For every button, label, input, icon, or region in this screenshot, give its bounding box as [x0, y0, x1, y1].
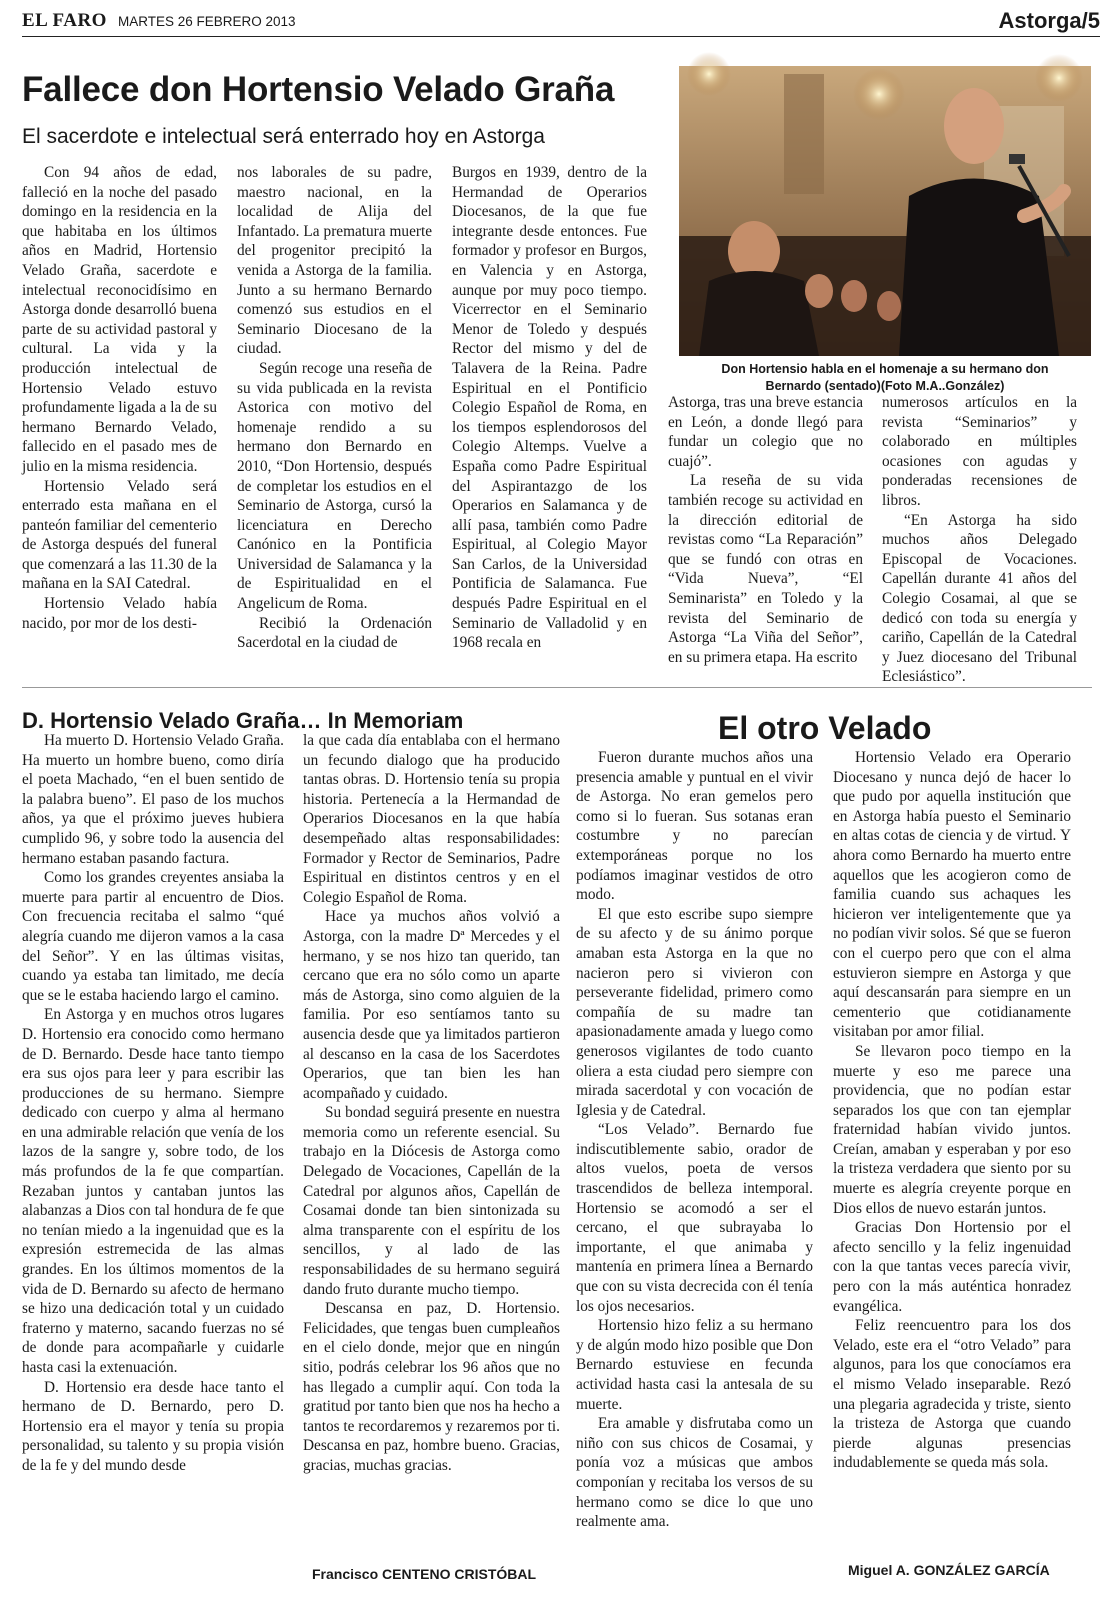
photo-caption — [679, 361, 1091, 395]
caption-line: Don Hortensio habla en el homenaje a su hermano don — [721, 362, 1049, 376]
paragraph: Astorga, tras una breve estancia en León, a donde llegó para fundar un colegio que no cuajó”. — [668, 394, 863, 470]
main-article-column-4 — [668, 393, 863, 673]
paragraph: Hortensio Velado será enterrado esta mañana en el panteón familiar del cementerio de Astorga después del funeral que comenzará a las 11.30 de la mañana en la SAI Catedral. — [22, 477, 217, 593]
paragraph: En Astorga y en muchos otros lugares D. Hortensio era conocido como hermano de D. Bernardo. Desde hace tanto tiempo era sus ojos para leer y para escribir las producciones de su hermano. Siempre dedicado con cuerpo y alma al hermano en una admirable relación que venía de los lazos de la sangre y, sobre todo, de los más profundos de la fe que compartían. Rezaban juntos y cantaban juntos las alabanzas a Dios con tal hondura de fe que no tenían miedo a la ingenuidad que es la expresión estremecida de las almas grandes. En los últimos momentos de la vida de D. Bernardo su afecto de hermano se hizo una dedicación total y un cuidado fraterno y materno, sacando fuerzas no sé de donde para acompañarle y cuidarle hasta casi la extenuación. — [22, 1006, 284, 1376]
main-article-column-5 — [882, 393, 1077, 686]
paragraph: “Los Velado”. Bernardo fue indiscutiblemente sabio, orador de altos vuelos, poeta de versos trascendidos de belleza intemporal. Hortensio se acomodó a ser el cercano, el que subrayaba lo importante, el que animaba y mantenía en primera línea a Bernardo que con su vista decrecida con él tenía los ojos necesarios. — [576, 1121, 813, 1315]
main-article-column-2 — [237, 163, 432, 673]
publication-name: EL FARO — [22, 10, 107, 31]
main-article-column-3 — [452, 163, 647, 673]
paragraph: nos laborales de su padre, maestro nacional, en la localidad de Alija del Infantado. La prematura muerte del progenitor precipitó la venida a Astorga de la familia. Junto a su hermano Bernardo comenzó sus estudios en el Seminario Diocesano de la ciudad. — [237, 164, 432, 358]
section-divider — [22, 687, 1092, 688]
main-headline: Fallece don Hortensio Velado Graña — [22, 70, 615, 109]
memoriam-column-1 — [22, 731, 284, 1593]
paragraph: Fueron durante muchos años una presencia amable y puntual en el vivir de Astorga. No eran gemelos pero como si lo fueran. Sus sotanas eran costumbre y no parecían extemporáneas porque no los podíamos imaginar vestidos de otro modo. — [576, 749, 813, 904]
paragraph: Su bondad seguirá presente en nuestra memoria como un referente esencial. Su trabajo en la Diócesis de Astorga como Delegado de Vocaciones, Capellán de la Catedral por algunos años, Capellán de Cosamai donde tan bien sintonizada su alma transparente con el espíritu de los sencillos, y al lado de las responsabilidades de su hermano seguirá dando fruto durante mucho tiempo. — [303, 1104, 560, 1298]
otro-velado-signature: Miguel A. GONZÁLEZ GARCÍA — [848, 1562, 1050, 1578]
paragraph: Hortensio Velado había nacido, por mor de los desti- — [22, 595, 217, 632]
paragraph: Se llevaron poco tiempo en la muerte y eso me parece una providencia, que no podían estar separados los que con tan ejemplar fraternidad habían vivido juntos. Creían, amaban y esperaban y por eso la tristeza verdadera que siento por su muerte es alegría creyente porque en Dios ellos de nuevo estarán juntos. — [833, 1042, 1071, 1217]
paragraph: Recibió la Ordenación Sacerdotal en la ciudad de — [237, 614, 432, 652]
masthead — [22, 8, 1100, 37]
paragraph: Ha muerto D. Hortensio Velado Graña. Ha muerto un hombre bueno, como diría el poeta Machado, “en el buen sentido de la palabra bueno”. El paso de los muchos años, ya que el próximo jueves hubiera cumplido 96, y sobre todo la ausencia del hermano estaban pasando factura. — [22, 732, 284, 867]
issue-date: MARTES 26 FEBRERO 2013 — [118, 14, 296, 29]
memoriam-signature: Francisco CENTENO CRISTÓBAL — [312, 1566, 537, 1582]
paragraph: Hortensio hizo feliz a su hermano y de algún modo hizo posible que Don Bernardo estuviese en fecunda actividad hasta casi la antesala de su muerte. — [576, 1317, 813, 1413]
paragraph: “En Astorga ha sido muchos años Delegado Episcopal de Vocaciones. Capellán durante 41 años del Colegio Cosamai, al que se dedicó con toda su energía y cariño, Capellán de la Catedral y Juez diocesano del Tribunal Eclesiástico”. — [882, 511, 1077, 686]
paragraph: numerosos artículos en la revista “Seminarios” y colaborado en múltiples ocasiones con agudas y ponderadas recensiones de libros. — [882, 394, 1077, 509]
paragraph: Como los grandes creyentes ansiaba la muerte para partir al encuentro de Dios. Con frecuencia recitaba el salmo “qué alegría cuando me dijeron vamos a la casa del Señor”. Y en las últimas visitas, cuando ya estaba tan limitado, me decía que se le estaba haciendo largo el camino. — [22, 869, 284, 1004]
memoriam-headline: D. Hortensio Velado Graña… In Memoriam — [22, 708, 464, 733]
paragraph: Según recoge una reseña de su vida publicada en la revista Astorica con motivo del homenaje rendido a su hermano don Bernardo en 2010, “Don Hortensio, después de completar los estudios en el Seminario de Astorga, cursó la licenciatura en Derecho Canónico en la Pontificia Universidad de Salamanca y la de Espiritualidad en el Angelicum de Roma. — [237, 359, 432, 613]
section-page: Astorga/5 — [998, 8, 1100, 33]
paragraph: la que cada día entablaba con el hermano un fecundo dialogo que ha producido tantas obras. D. Hortensio tenía su propia historia. Pertenecía a la Hermandad de Operarios Diocesanos en la que había desempeñado altas responsabilidades: Formador y Rector de Seminarios, Padre Espiritual en distintos centros y en el Colegio Español de Roma. — [303, 732, 560, 906]
homage-photo — [679, 66, 1091, 356]
paragraph: Hace ya muchos años volvió a Astorga, con la madre Dª Mercedes y el hermano, y se nos hizo tan querido, tan cercano que era no sólo como un aparte más de Astorga, sino como alguien de la familia. Por eso sentíamos tanto su ausencia desde que ya limitados partieron al descanso en la casa de los Sacerdotes Operarios, que tan bien les han acompañado y cuidado. — [303, 908, 560, 1102]
main-subheadline: El sacerdote e intelectual será enterrado hoy en Astorga — [22, 125, 545, 148]
caption-line: Bernardo (sentado)(Foto M.A..González) — [765, 379, 1005, 393]
memoriam-column-2 — [303, 731, 560, 1526]
paragraph: Burgos en 1939, dentro de la Hermandad de Operarios Diocesanos, de la que fue integrante desde entonces. Fue formador y profesor en Burgos, en Valencia y en Astorga, aunque por muy poco tiempo. Vicerrector en el Seminario Menor de Toledo y después Rector del mismo y del de Talavera de la Reina. Padre Espiritual en el Pontificio Colegio Español de Roma, en los tiempos esplendorosos del Colegio Altemps. Vuelve a España como Padre Espiritual del Aspirantazgo de los Operarios en Salamanca y de allí pasa, también como Padre Espiritual, al Colegio Mayor San Carlos, de la Universidad Pontificia de Salamanca. Fue después Padre Espiritual en el Seminario de Valladolid y en 1968 recala en — [452, 164, 647, 652]
photo-illustration — [679, 66, 1091, 356]
paragraph: Gracias Don Hortensio por el afecto sencillo y la feliz ingenuidad con la que tantas veces parecía vivir, pero con la más auténtica honradez evangélica. — [833, 1219, 1071, 1315]
paragraph: La reseña de su vida también recoge su actividad en la dirección editorial de revistas como “La Reparación” que se fundó con otras en “Vida Nueva”, “El Seminarista” en Toledo y la revista del Seminario de Astorga “La Viña del Señor”, en su primera etapa. Ha escrito — [668, 472, 863, 666]
paragraph: Descansa en paz, D. Hortensio. Felicidades, que tengas buen cumpleaños en el cielo donde, mejor que en ningún sitio, podrás celebrar los 96 años que no has llegado a cumplir aquí. Con toda la gratitud por tanto bien que nos ha hecho a tantos te recordaremos y rezaremos por ti. Descansa en paz, hombre bueno. Gracias, gracias, muchas gracias. — [303, 1300, 560, 1474]
paragraph: El que esto escribe supo siempre de su afecto y de su ánimo porque amaban esta Astorga en la que no nacieron pero si vivieron con perseverante fidelidad, primero como compañía de su madre tan apasionadamente amada y luego como generosos vigilantes de todo cuanto oliera a esta ciudad pero siempre con mirada sacerdotal y con vocación de Iglesia y de Catedral. — [576, 905, 813, 1119]
otro-velado-column-2 — [833, 748, 1071, 1535]
paragraph: Feliz reencuentro para los dos Velado, este era el “otro Velado” para algunos, para los que conocíamos era el mismo Velado inseparable. Rezó una plegaria agradecida y triste, siento la tristeza de Astorga que cuando pierde algunas presencias indudablemente se queda más sola. — [833, 1317, 1071, 1472]
paragraph: D. Hortensio era desde hace tanto el hermano de D. Bernardo, pero D. Hortensio era el mayor y tenía su propia personalidad, su talento y su propia visión de la fe y del mundo desde — [22, 1378, 284, 1474]
paragraph: Hortensio Velado era Operario Diocesano y nunca dejó de hacer lo que pudo por aquella institución que en Astorga había puesto el Seminario en altas cotas de ciencia y de virtud. Y ahora como Bernardo ha muerto entre aquellos que les acogieron como de familia cuando sus achaques les hicieron ver inteligentemente que ya no podían vivir solos. Sé que se fueron con el cuerpo pero que con el alma estuvieron siempre en Astorga y que aquí descansarán para siempre en un cementerio que cotidianamente visitaban por amor filial. — [833, 749, 1071, 1041]
paragraph: Era amable y disfrutaba como un niño con sus chicos de Cosamai, y ponía voz a músicas que ambos componían y recitaba los versos de su hermano como se dice lo que uno realmente ama. — [576, 1415, 813, 1531]
paragraph: Con 94 años de edad, falleció en la noche del pasado domingo en la residencia en la que habitaba en los últimos años en Madrid, Hortensio Velado Graña, sacerdote e intelectual reconocidísimo en Astorga donde desarrolló buena parte de su actividad pastoral y cultural. La vida y la producción intelectual de Hortensio Velado estuvo profundamente ligada a la de su hermano Bernardo Velado, fallecido en el pasado mes de julio en la misma residencia. — [22, 164, 217, 475]
main-article-column-1 — [22, 163, 217, 673]
otro-velado-column-1 — [576, 748, 813, 1593]
otro-velado-headline: El otro Velado — [718, 710, 932, 746]
